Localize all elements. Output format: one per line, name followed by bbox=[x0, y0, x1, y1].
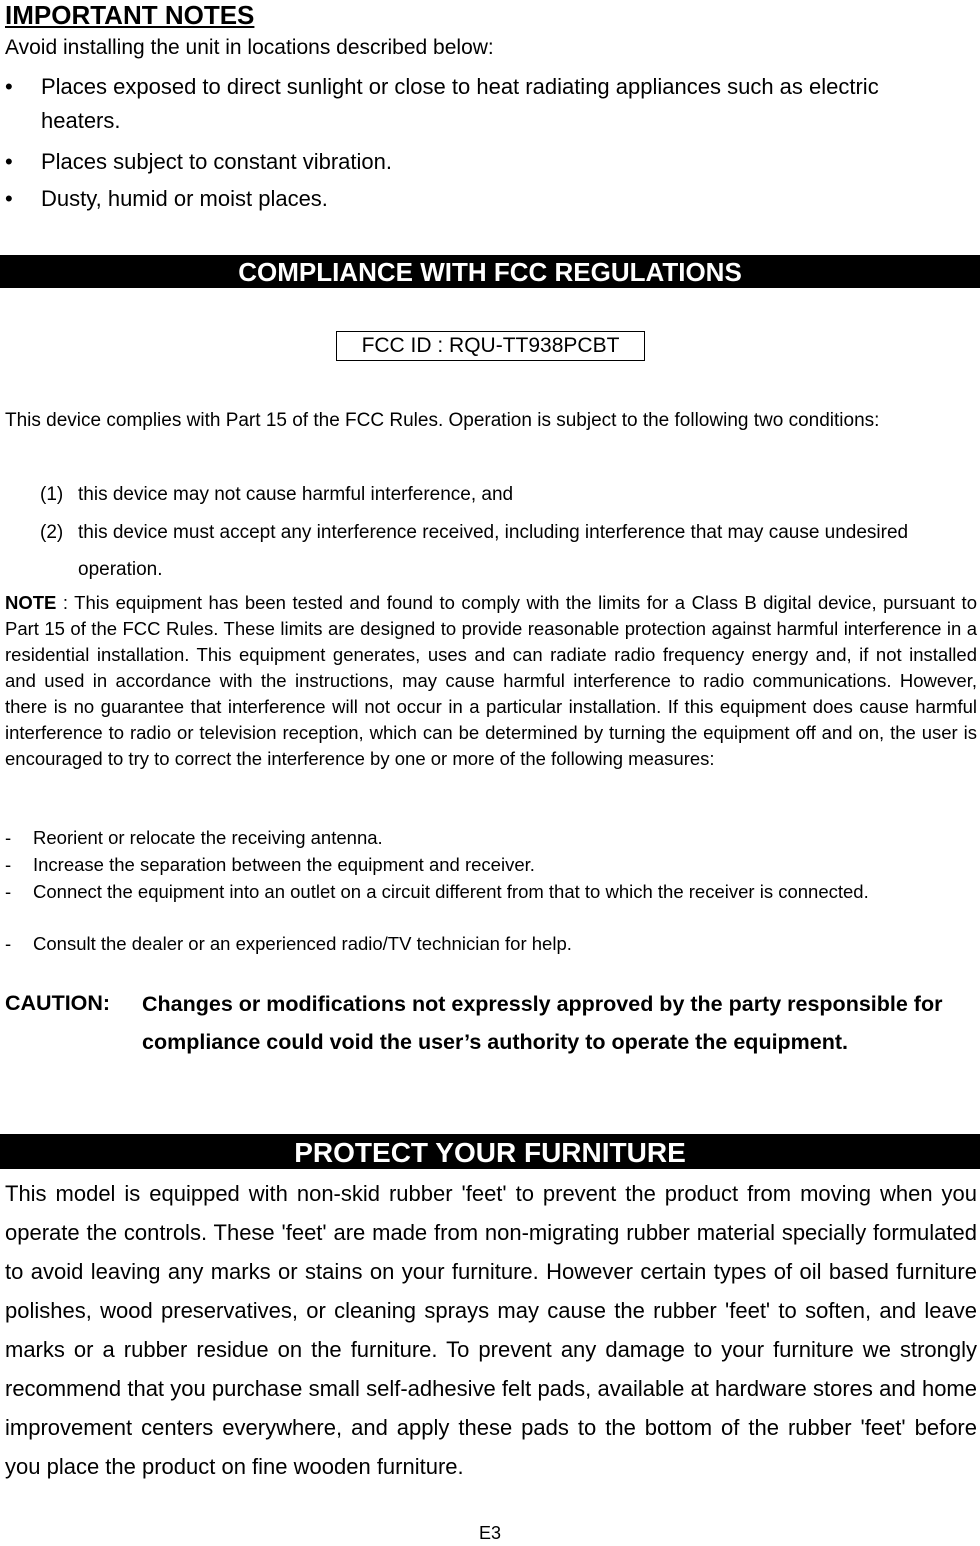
measure-text: Connect the equipment into an outlet on a circuit different from that to which the receiver is connected. bbox=[33, 881, 869, 902]
list-item bbox=[0, 879, 980, 931]
list-item bbox=[0, 852, 980, 878]
list-item bbox=[0, 931, 980, 957]
dash-symbol: - bbox=[5, 933, 12, 954]
fcc-section-heading: COMPLIANCE WITH FCC REGULATIONS bbox=[0, 255, 980, 288]
note-label: NOTE bbox=[5, 592, 57, 613]
condition-number: (1) bbox=[40, 484, 64, 505]
dash-symbol: - bbox=[5, 854, 12, 875]
list-item bbox=[0, 70, 980, 140]
condition-text: this device may not cause harmful interference, and bbox=[78, 484, 514, 505]
condition-number: (2) bbox=[40, 522, 64, 543]
measure-text: Consult the dealer or an experienced radio/TV technician for help. bbox=[33, 933, 572, 954]
caution-label: CAUTION: bbox=[5, 991, 111, 1015]
note-text: : This equipment has been tested and found to comply with the limits for a Class B digital device, pursuant to Part 15 of the FCC Rules. These limits are designed to provide reasonable protection against harmful interference in a residential installation. This equipment generates, uses and can radiate radio frequency energy and, if not installed and used in accordance with the instructions, may cause harmful interference to radio communications. However, there is no guarantee that interference will not occur in a particular installation. If this equipment does cause harmful interference to radio or television reception, which can be determined by turning the equipment off and on, the user is encouraged to try to correct the interference by one or more of the following measures: bbox=[5, 592, 977, 769]
furniture-paragraph: This model is equipped with non-skid rubber 'feet' to prevent the product from moving when you operate the controls. These 'feet' are made from non-migrating rubber material specially formulated to avoid leaving any marks or stains on your furniture. However certain types of oil based furniture polishes, wood preservatives, or cleaning sprays may cause the rubber 'feet' to soften, and leave marks or a rubber residue on the furniture. To prevent any damage to your furniture we strongly recommend that you purchase small self-adhesive felt pads, available at hardware stores and home improvement centers everywhere, and apply these pads to the bottom of the rubber 'feet' before you place the product on fine wooden furniture. bbox=[5, 1181, 977, 1479]
list-item bbox=[0, 825, 980, 851]
dash-symbol: - bbox=[5, 827, 12, 848]
list-item bbox=[0, 476, 980, 513]
list-item bbox=[0, 145, 980, 179]
condition-text: this device must accept any interference received, including interference that may cause undesired operation. bbox=[78, 522, 909, 580]
dash-symbol: - bbox=[5, 881, 12, 902]
bullet-text: Dusty, humid or moist places. bbox=[41, 186, 328, 211]
fcc-id-box: FCC ID : RQU-TT938PCBT bbox=[336, 331, 645, 361]
measure-text: Increase the separation between the equipment and receiver. bbox=[33, 854, 535, 875]
bullet-text: Places exposed to direct sunlight or close to heat radiating appliances such as electric heaters. bbox=[41, 74, 879, 133]
fcc-statement: This device complies with Part 15 of the FCC Rules. Operation is subject to the following two conditions: bbox=[5, 410, 880, 431]
fcc-note bbox=[5, 590, 977, 772]
bullet-symbol: • bbox=[5, 74, 13, 99]
bullet-symbol: • bbox=[5, 149, 13, 174]
bullet-text: Places subject to constant vibration. bbox=[41, 149, 392, 174]
list-item bbox=[0, 182, 980, 216]
list-item bbox=[0, 514, 980, 588]
measure-text: Reorient or relocate the receiving antenna. bbox=[33, 827, 383, 848]
bullet-symbol: • bbox=[5, 186, 13, 211]
important-notes-title: IMPORTANT NOTES bbox=[5, 0, 255, 30]
important-notes-intro: Avoid installing the unit in locations described below: bbox=[5, 36, 494, 59]
furniture-section-heading: PROTECT YOUR FURNITURE bbox=[0, 1134, 980, 1169]
caution-text: Changes or modifications not expressly approved by the party responsible for compliance could void the user’s authority to operate the equipment. bbox=[142, 992, 943, 1054]
page-number: E3 bbox=[478, 1523, 502, 1543]
